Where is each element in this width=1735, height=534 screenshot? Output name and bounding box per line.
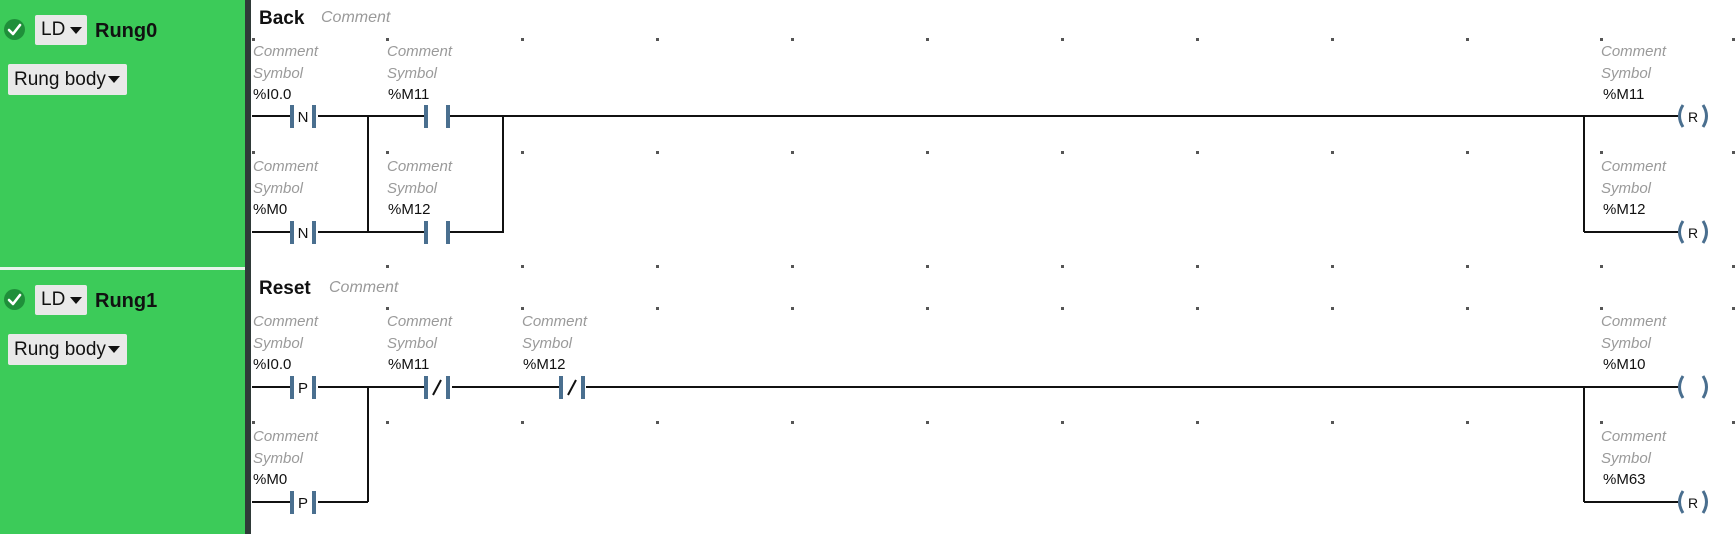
reset-coil-M12[interactable] — [1680, 221, 1707, 243]
element-comment[interactable]: Comment — [522, 313, 588, 330]
contact-M12[interactable] — [424, 221, 450, 244]
reset-coil-M11[interactable] — [1680, 105, 1707, 127]
rung0-wires — [252, 116, 1678, 232]
rung-name: Rung1 — [95, 290, 158, 312]
svg-text:R: R — [1687, 225, 1699, 241]
language-label: LD — [41, 289, 66, 310]
element-address: %M12 — [523, 356, 566, 373]
element-address: %M0 — [253, 201, 288, 218]
element-comment[interactable]: Comment — [387, 313, 453, 330]
element-address: %I0.0 — [253, 356, 292, 373]
svg-text:R: R — [1687, 495, 1699, 511]
element-address: %M11 — [1603, 86, 1645, 103]
element-address: %M10 — [1603, 356, 1646, 373]
reset-coil-M63[interactable] — [1680, 491, 1707, 513]
contact-neg-edge-M0[interactable] — [290, 221, 316, 244]
element-comment[interactable]: Comment — [253, 313, 319, 330]
element-address: %M11 — [388, 86, 430, 103]
rung-body-label: Rung body — [14, 69, 106, 90]
element-symbol[interactable]: Symbol — [1601, 180, 1652, 197]
element-comment[interactable]: Comment — [1601, 313, 1667, 330]
element-symbol[interactable]: Symbol — [387, 180, 438, 197]
element-address: %M12 — [388, 201, 431, 218]
rung-comment[interactable]: Comment — [321, 9, 391, 26]
element-address: %M0 — [253, 471, 288, 488]
svg-text:P: P — [297, 380, 309, 397]
element-address: %M11 — [388, 356, 430, 373]
element-comment[interactable]: Comment — [253, 158, 319, 175]
element-symbol[interactable]: Symbol — [387, 65, 438, 82]
contact-pos-edge-M0[interactable] — [290, 491, 316, 514]
element-comment[interactable]: Comment — [1601, 428, 1667, 445]
contact-neg-edge-I0.0[interactable] — [290, 105, 316, 128]
rung1-wires — [252, 387, 1678, 502]
language-label: LD — [41, 19, 66, 40]
element-symbol[interactable]: Symbol — [1601, 65, 1652, 82]
element-symbol[interactable]: Symbol — [1601, 450, 1652, 467]
svg-text:R: R — [1687, 109, 1699, 125]
svg-text:N: N — [297, 109, 309, 126]
rung-title[interactable]: Reset — [259, 278, 311, 299]
element-comment[interactable]: Comment — [253, 43, 319, 60]
element-symbol[interactable]: Symbol — [253, 335, 304, 352]
element-comment[interactable]: Comment — [1601, 43, 1667, 60]
element-symbol[interactable]: Symbol — [253, 180, 304, 197]
contact-nc-M12[interactable] — [559, 376, 585, 399]
rung-title[interactable]: Back — [259, 8, 305, 29]
element-address: %M63 — [1603, 471, 1646, 488]
element-comment[interactable]: Comment — [1601, 158, 1667, 175]
element-comment[interactable]: Comment — [387, 158, 453, 175]
element-symbol[interactable]: Symbol — [1601, 335, 1652, 352]
rung-comment[interactable]: Comment — [329, 279, 399, 296]
contact-nc-M11[interactable] — [424, 376, 450, 399]
element-symbol[interactable]: Symbol — [253, 65, 304, 82]
element-symbol[interactable]: Symbol — [387, 335, 438, 352]
element-address: %M12 — [1603, 201, 1646, 218]
contact-pos-edge-I0.0[interactable] — [290, 376, 316, 399]
coil-M10[interactable] — [1680, 376, 1707, 398]
element-address: %I0.0 — [253, 86, 292, 103]
element-comment[interactable]: Comment — [253, 428, 319, 445]
rung-body-label: Rung body — [14, 339, 106, 360]
element-symbol[interactable]: Symbol — [522, 335, 573, 352]
svg-text:P: P — [297, 495, 309, 512]
svg-text:N: N — [297, 225, 309, 242]
contact-M11[interactable] — [424, 105, 450, 128]
element-comment[interactable]: Comment — [387, 43, 453, 60]
rung-name: Rung0 — [95, 20, 158, 42]
element-symbol[interactable]: Symbol — [253, 450, 304, 467]
